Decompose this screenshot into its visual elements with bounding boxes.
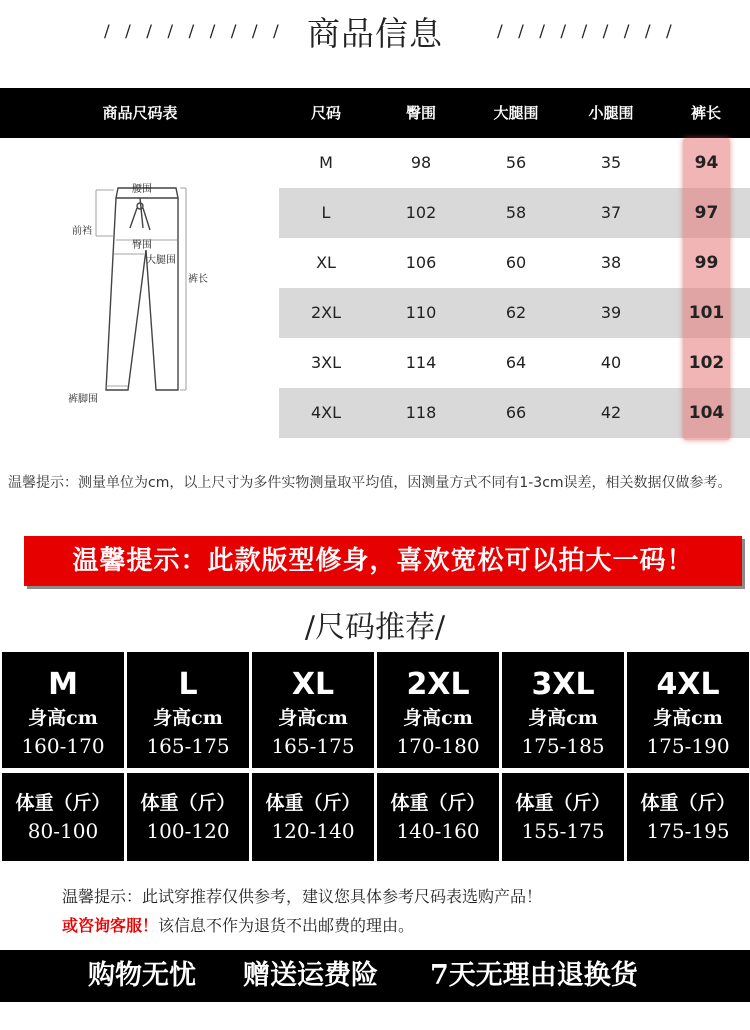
weight-range: 175-195 — [646, 819, 730, 843]
height-label: 身高cm — [278, 707, 348, 729]
cell-thigh: 66 — [505, 403, 527, 422]
recommend-weight-card — [627, 773, 749, 861]
cell-size: 4XL — [310, 403, 342, 422]
weight-label: 体重（斤） — [515, 792, 611, 814]
height-label: 身高cm — [28, 707, 98, 729]
header-calf: 小腿围 — [588, 104, 634, 122]
recommend-note — [62, 882, 542, 940]
height-range: 170-180 — [396, 734, 480, 758]
diagram-label-thigh: 大腿围 — [146, 255, 176, 266]
weight-label: 体重（斤） — [15, 792, 111, 814]
height-range: 160-170 — [21, 734, 105, 758]
cell-thigh: 60 — [505, 253, 527, 272]
weight-label: 体重（斤） — [140, 792, 236, 814]
size-table-header — [0, 88, 750, 138]
cell-length: 102 — [688, 353, 725, 373]
height-label: 身高cm — [528, 707, 598, 729]
footer-7day-return: 7天无理由退换货 — [430, 960, 638, 991]
cell-hip: 118 — [405, 403, 437, 422]
cell-calf: 35 — [600, 153, 622, 172]
cell-calf: 38 — [600, 253, 622, 272]
measurement-note: 温馨提示：测量单位为cm，以上尺寸为多件实物测量取平均值，因测量方式不同有1-3cm误差，相关数据仅做参考。 — [8, 475, 732, 491]
cell-hip: 102 — [405, 203, 437, 222]
contact-service-text: 或咨询客服！ — [62, 916, 159, 935]
diagram-label-rise: 前裆 — [72, 226, 92, 237]
weight-label: 体重（斤） — [265, 792, 361, 814]
height-range: 165-175 — [146, 734, 230, 758]
weight-label: 体重（斤） — [390, 792, 486, 814]
cell-hip: 114 — [405, 353, 437, 372]
height-label: 身高cm — [403, 707, 473, 729]
recommend-size: 3XL — [531, 667, 595, 702]
cell-calf: 37 — [600, 203, 622, 222]
recommend-weight-card — [377, 773, 499, 861]
cell-length: 94 — [694, 153, 719, 173]
table-row — [279, 138, 750, 188]
size-recommend-title: /尺码推荐/ — [304, 610, 446, 645]
recommend-height-card — [252, 652, 374, 768]
height-label: 身高cm — [653, 707, 723, 729]
page-header — [0, 0, 750, 60]
recommend-weight-card — [502, 773, 624, 861]
footer-shipping-insurance: 赠送运费险 — [243, 960, 378, 991]
weight-label: 体重（斤） — [640, 792, 736, 814]
recommend-weight-card — [252, 773, 374, 861]
cell-hip: 110 — [405, 303, 437, 322]
recommend-size: M — [48, 667, 78, 702]
service-footer — [0, 950, 750, 1002]
recommend-note-line2-rest: 该信息不作为退货不出邮费的理由。 — [158, 916, 415, 935]
weight-range: 100-120 — [146, 819, 230, 843]
header-hip: 臀围 — [405, 104, 436, 122]
cell-size: 2XL — [310, 303, 342, 322]
height-label: 身高cm — [153, 707, 223, 729]
cell-calf: 42 — [600, 403, 622, 422]
cell-length: 99 — [694, 253, 719, 273]
diagram-label-hem: 裤脚围 — [68, 394, 98, 405]
recommend-note-line2 — [62, 911, 542, 940]
footer-worry-free: 购物无忧 — [88, 960, 196, 991]
cell-thigh: 56 — [505, 153, 527, 172]
recommend-size: 2XL — [406, 667, 470, 702]
recommend-height-card — [127, 652, 249, 768]
diagram-label-hip: 臀围 — [132, 240, 152, 251]
recommend-weight-card — [127, 773, 249, 861]
cell-size: L — [321, 203, 331, 222]
fit-warning-banner — [24, 536, 742, 586]
cell-hip: 98 — [410, 153, 432, 172]
cell-length: 104 — [688, 403, 725, 423]
recommend-height-card — [627, 652, 749, 768]
height-range: 165-175 — [271, 734, 355, 758]
cell-calf: 39 — [600, 303, 622, 322]
cell-length: 101 — [688, 303, 725, 323]
recommend-height-card — [2, 652, 124, 768]
cell-length: 97 — [694, 203, 719, 223]
recommend-height-card — [377, 652, 499, 768]
header-thigh: 大腿围 — [493, 104, 539, 122]
recommend-weight-card — [2, 773, 124, 861]
cell-thigh: 58 — [505, 203, 527, 222]
recommend-note-line1: 温馨提示：此试穿推荐仅供参考，建议您具体参考尺码表选购产品！ — [62, 887, 543, 906]
header-deco-right: / / / / / / / / / — [497, 22, 677, 42]
recommend-size: XL — [291, 667, 335, 702]
header-size: 尺码 — [310, 104, 341, 122]
table-row — [279, 238, 750, 288]
cell-size: M — [319, 153, 333, 172]
header-size-chart: 商品尺码表 — [102, 104, 178, 122]
header-deco-left: / / / / / / / / / — [104, 22, 284, 42]
height-range: 175-190 — [646, 734, 730, 758]
weight-range: 140-160 — [396, 819, 480, 843]
table-row — [279, 188, 750, 238]
cell-thigh: 62 — [505, 303, 527, 322]
recommend-size: L — [178, 667, 198, 702]
table-row — [279, 388, 750, 438]
recommend-height-card — [502, 652, 624, 768]
weight-range: 120-140 — [271, 819, 355, 843]
cell-calf: 40 — [600, 353, 622, 372]
diagram-label-length: 裤长 — [188, 274, 208, 285]
diagram-label-waist: 腰围 — [132, 184, 152, 195]
cell-thigh: 64 — [505, 353, 527, 372]
page-title: 商品信息 — [307, 14, 443, 53]
recommend-size: 4XL — [656, 667, 720, 702]
pants-diagram — [40, 150, 240, 420]
cell-size: 3XL — [310, 353, 342, 372]
weight-range: 80-100 — [27, 819, 99, 843]
cell-size: XL — [316, 253, 336, 272]
weight-range: 155-175 — [521, 819, 605, 843]
cell-hip: 106 — [405, 253, 437, 272]
table-row — [279, 338, 750, 388]
fit-warning-text: 温馨提示：此款版型修身，喜欢宽松可以拍大一码！ — [72, 546, 694, 576]
height-range: 175-185 — [521, 734, 605, 758]
table-row — [279, 288, 750, 338]
header-length: 裤长 — [690, 104, 721, 122]
